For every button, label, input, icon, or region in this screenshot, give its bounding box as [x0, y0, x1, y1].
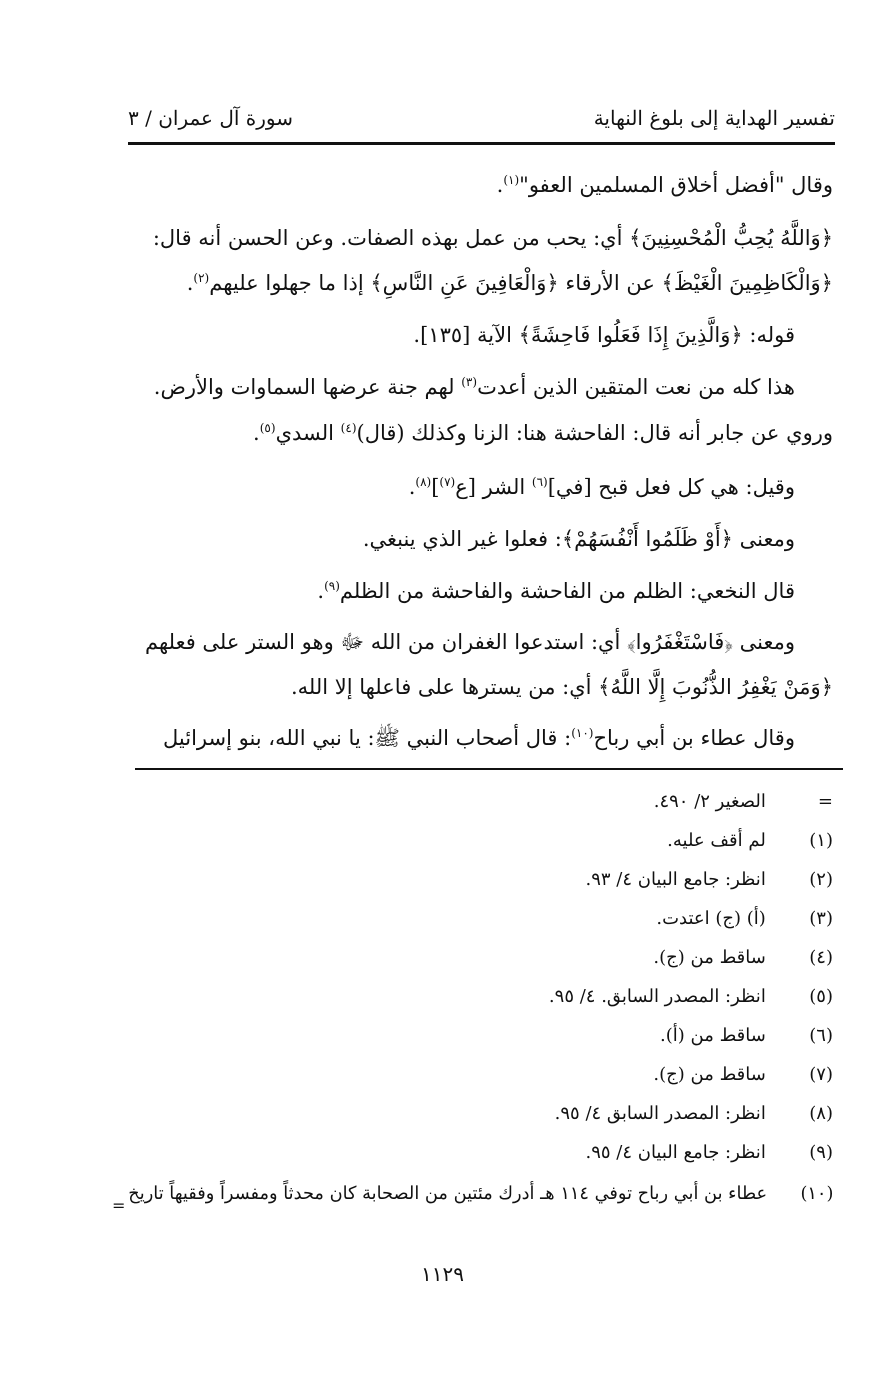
body-line-10: ومعنى ﴿فَاسْتَغْفَرُوا﴾ أي: استدعوا الغفران من الله ﷻ وهو الستر على فعلهم	[144, 630, 795, 654]
footnote-item	[653, 1061, 833, 1089]
footnote-text: انظر: المصدر السابق ٤/ ٩٥.	[554, 1103, 766, 1124]
footnote-number: (٧)	[809, 1064, 833, 1085]
footnote-item	[653, 944, 833, 972]
footnote-item	[128, 1180, 833, 1208]
footnote-text: انظر: جامع البيان ٤/ ٩٥.	[585, 1142, 766, 1163]
footnote-number: (١٠)	[800, 1183, 833, 1204]
footnote-text: (أ) (ج) اعتدت.	[656, 908, 766, 929]
footnote-text: ساقط من (ج).	[653, 1064, 766, 1085]
header-rule	[128, 142, 835, 145]
footnote-text: ساقط من (ج).	[653, 947, 766, 968]
footnote-number: (٤)	[809, 947, 833, 968]
footnote-item	[585, 1139, 833, 1167]
footnote-text: عطاء بن أبي رباح توفي ١١٤ هـ أدرك مئتين من الصحابة كان محدثاً ومفسراً وفقيهاً تاريخ	[127, 1183, 767, 1204]
footnote-number: (١)	[809, 830, 833, 851]
footnote-text: انظر: جامع البيان ٤/ ٩٣.	[585, 869, 766, 890]
footnote-item	[656, 905, 833, 933]
footnote-item	[555, 1100, 833, 1128]
footnote-text: انظر: المصدر السابق. ٤/ ٩٥.	[548, 986, 766, 1007]
footnote-item	[660, 1022, 833, 1050]
footnote-number: (٩)	[809, 1142, 833, 1163]
body-line-7: وقيل: هي كل فعل قبح [في]$^{(٦)}$ الشر [ع$^{(٧)}$]$^{(٨)}$.	[408, 475, 795, 499]
page-number: ١١٢٩	[421, 1262, 464, 1286]
footnote-number: =	[817, 791, 833, 812]
footnote-number: (٨)	[809, 1103, 833, 1124]
footnote-text: ساقط من (أ).	[660, 1025, 766, 1046]
footnote-text: لم أقف عليه.	[667, 830, 766, 851]
footnote-number: (٦)	[809, 1025, 833, 1046]
continuation-mark: =	[112, 1196, 126, 1215]
body-line-8: ومعنى ﴿أَوْ ظَلَمُوا أَنْفُسَهُمْ﴾: فعلوا غير الذي ينبغي.	[362, 527, 795, 551]
body-line-4: قوله: ﴿وَالَّذِينَ إِذَا فَعَلُوا فَاحِشَةً﴾ الآية [١٣٥].	[413, 323, 795, 347]
body-line-11: ﴿وَمَنْ يَغْفِرُ الذُّنُوبَ إِلَّا اللَّهُ﴾ أي: من يسترها على فاعلها إلا الله.	[290, 675, 833, 699]
running-head	[128, 100, 835, 136]
body-line-2: ﴿وَاللَّهُ يُحِبُّ الْمُحْسِنِينَ﴾ أي: يحب من عمل بهذه الصفات. وعن الحسن أنه قال:	[152, 226, 833, 250]
book-title: تفسير الهداية إلى بلوغ النهاية	[593, 106, 835, 130]
body-line-3: ﴿وَالْكَاظِمِينَ الْغَيْظَ﴾ عن الأرقاء ﴿وَالْعَافِينَ عَنِ النَّاسِ﴾ إذا ما جهلوا عليهم$^{(٢)}$.	[186, 271, 833, 295]
footnote-rule	[135, 768, 843, 770]
footnote-number: (٢)	[809, 869, 833, 890]
body-line-6: وروي عن جابر أنه قال: الفاحشة هنا: الزنا وكذلك (قال)$^{(٤)}$ السدي$^{(٥)}$.	[253, 421, 833, 445]
footnote-number: (٥)	[809, 986, 833, 1007]
sura-label: سورة آل عمران / ٣	[128, 106, 294, 130]
body-line-1: وقال "أفضل أخلاق المسلمين العفو"$^{(١)}$.	[496, 173, 833, 197]
footnote-text: الصغير ٢/ ٤٩٠.	[653, 791, 766, 812]
body-line-9: قال النخعي: الظلم من الفاحشة والفاحشة من الظلم$^{(٩)}$.	[317, 579, 795, 603]
footnote-item	[585, 866, 833, 894]
footnote-item	[549, 983, 833, 1011]
footnote-number: (٣)	[809, 908, 833, 929]
body-line-12: وقال عطاء بن أبي رباح$^{(١٠)}$: قال أصحاب النبي ﷺ: يا نبي الله، بنو إسرائيل	[162, 726, 795, 750]
footnote-item	[667, 827, 833, 855]
footnote-item	[654, 788, 833, 816]
body-line-5: هذا كله من نعت المتقين الذين أعدت$^{(٣)}$ لهم جنة عرضها السماوات والأرض.	[153, 375, 795, 399]
